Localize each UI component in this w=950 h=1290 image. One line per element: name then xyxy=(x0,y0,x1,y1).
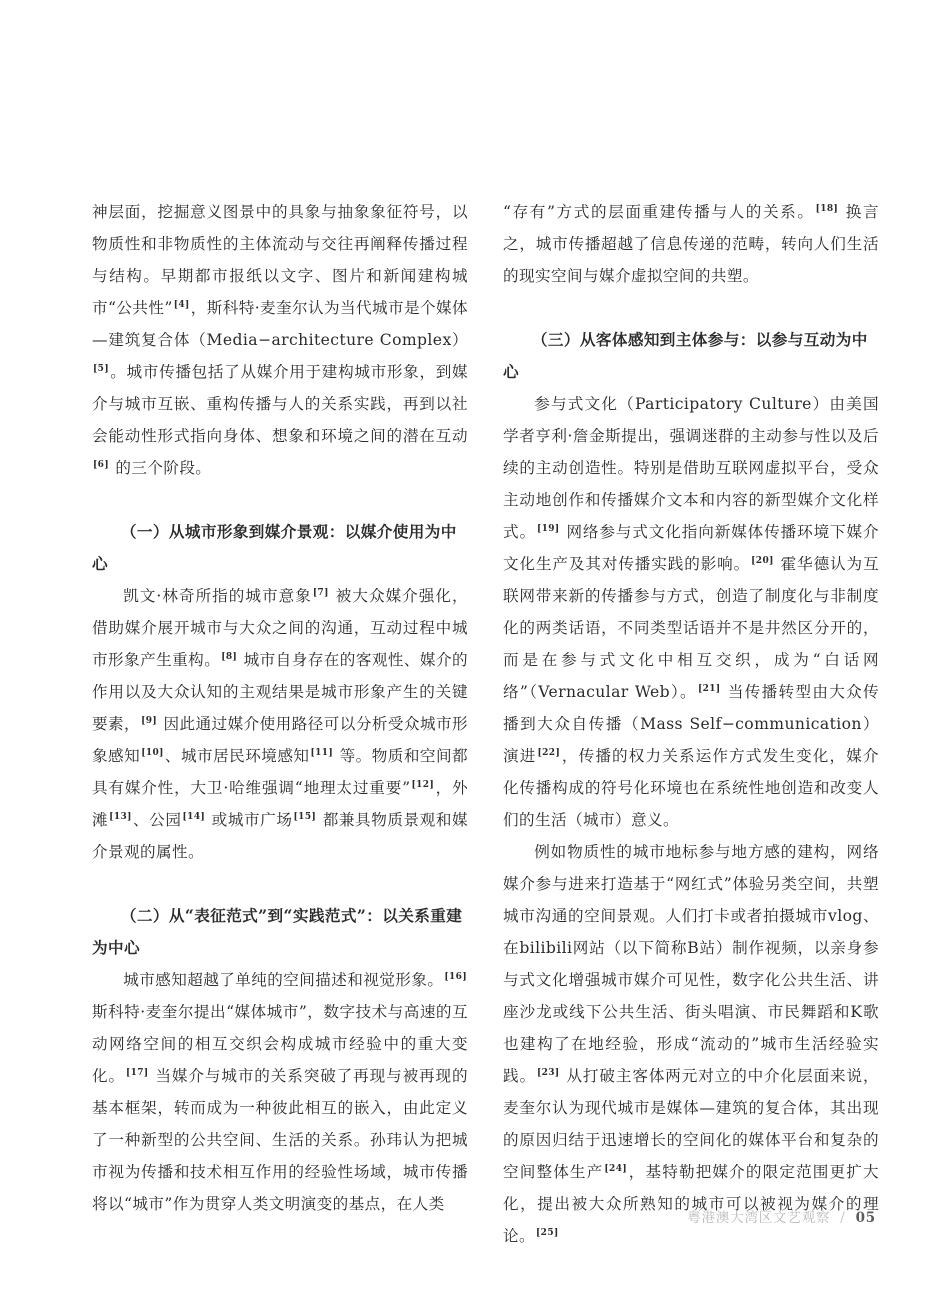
section-heading-3: （三）从客体感知到主体参与：以参与互动为中心 xyxy=(503,330,868,381)
citation-marker: [16] xyxy=(444,971,467,982)
citation-marker: [13] xyxy=(109,811,132,822)
text-run: 等。物质和空间都具有媒介性，大卫·哈维强调“地理太过重要” xyxy=(92,747,468,797)
text-run: 参与式文化（Participatory Culture）由美国学者亨利·詹金斯提出，强调迷群的主动参与性以及后续的主动创造性。特别是借助互联网虚拟平台，受众主动地创作和传播媒介文本和内容的新型媒介文化样式。 xyxy=(503,395,879,541)
text-run: 例如物质性的城市地标参与地方感的建构，网络媒介参与进来打造基于“网红式”体验另类空间，共塑城市沟通的空间景观。人们打卡或者拍摄城市vlog、在bilibili网站（以下简称B站）制作视频，以亲身参与式文化增强城市媒介可见性，数字化公共生活、讲座沙龙或线下公共生活、街头唱演、市民舞蹈和K歌也建构了在地经验，形成“流动的”城市生活经验实践。 xyxy=(503,843,879,1085)
citation-marker: [8] xyxy=(221,651,238,662)
text-run: 因此通过媒介使用路径可以分析受众城市形象感知 xyxy=(92,715,468,765)
citation-marker: [12] xyxy=(411,779,435,790)
text-run: 霍华德认为互联网带来新的传播参与方式，创造了制度化与非制度化的两类话语，不同类型话语并不是井然区分开的，而是在参与式文化中相互交织，成为“白话网络”（Vernacular Web）。 xyxy=(503,555,879,701)
text-run: 都兼具物质景观和媒介景观的属性。 xyxy=(92,811,469,861)
citation-marker: [18] xyxy=(815,203,839,214)
text-run: ，外滩 xyxy=(92,779,468,829)
body-paragraph xyxy=(92,580,468,868)
text-run: ，传播的权力关系运作方式发生变化，媒介化传播构成的符号化环境也在系统性地创造和改变人们的生活（城市）意义。 xyxy=(503,747,879,829)
citation-marker: [9] xyxy=(141,715,158,726)
citation-marker: [19] xyxy=(536,523,560,534)
text-run: 。城市传播包括了从媒介用于建构城市形象，到媒介与城市互嵌、重构传播与人的关系实践，再到以社会能动性形式指向身体、想象和环境之间的潜在互动 xyxy=(92,363,468,445)
text-run: “存有”方式的层面重建传播与人的关系。 xyxy=(503,203,815,221)
text-run: 网络参与式文化指向新媒体传播环境下媒介文化生产及其对传播实践的影响。 xyxy=(503,523,879,573)
citation-marker: [20] xyxy=(751,555,774,566)
body-paragraph xyxy=(503,836,879,1252)
text-run: 城市感知超越了单纯的空间描述和视觉形象。 xyxy=(123,971,444,989)
text-run: 神层面，挖掘意义图景中的具象与抽象象征符号，以物质性和非物质性的主体流动与交往再阐释传播过程与结构。早期都市报纸以文字、图片和新闻建构城市“公共性” xyxy=(92,203,468,317)
citation-marker: [24] xyxy=(604,1163,628,1174)
text-run: 或城市广场 xyxy=(206,811,293,829)
text-run: 从打破主客体两元对立的中介化层面来说，麦奎尔认为现代城市是媒体—建筑的复合体，其出现的原因归结于迅速增长的空间化的媒体平台和复杂的空间整体生产 xyxy=(503,1067,879,1181)
text-run: 斯科特·麦奎尔提出“媒体城市”，数字技术与高速的互动网络空间的相互交织会构成城市经验中的重大变化。 xyxy=(92,1003,468,1085)
citation-marker: [10] xyxy=(141,747,164,758)
citation-marker: [14] xyxy=(182,811,206,822)
body-paragraph xyxy=(92,196,468,484)
citation-marker: [5] xyxy=(93,363,109,374)
body-paragraph xyxy=(92,964,468,1220)
text-run: 、公园 xyxy=(132,811,182,829)
citation-marker: [7] xyxy=(312,587,329,598)
footer-separator: / xyxy=(840,1210,846,1226)
text-run: 、城市居民环境感知 xyxy=(164,747,310,765)
body-paragraph xyxy=(503,196,879,292)
citation-marker: [23] xyxy=(536,1067,560,1078)
text-run: 的三个阶段。 xyxy=(109,459,212,477)
citation-marker: [6] xyxy=(93,459,109,470)
citation-marker: [15] xyxy=(293,811,317,822)
journal-name: 粤港澳大湾区文艺观察 xyxy=(687,1210,831,1226)
text-run: 被大众媒介强化，借助媒介展开城市与大众之间的沟通，互动过程中城市形象产生重构。 xyxy=(92,587,468,669)
right-column xyxy=(503,196,879,1252)
text-run: 当媒介与城市的关系突破了再现与被再现的基本框架，转而成为一种彼此相互的嵌入，由此定义了一种新型的公共空间、生活的关系。孙玮认为把城市视为传播和技术相互作用的经验性场域，城市传播将以“城市”作为贯穿人类文明演变的基点，在人类 xyxy=(92,1067,468,1213)
text-run: 当传播转型由大众传播到大众自传播（Mass Self−communication）演进 xyxy=(503,683,879,765)
left-column xyxy=(92,196,468,1220)
text-run: 凯文·林奇所指的城市意象 xyxy=(123,587,312,605)
citation-marker: [11] xyxy=(310,747,334,758)
text-run: ，基特勒把媒介的限定范围更扩大化，提出被大众所熟知的城市可以被视为媒介的理论。 xyxy=(503,1163,879,1245)
citation-marker: [17] xyxy=(125,1067,149,1078)
page-number: 05 xyxy=(855,1210,876,1226)
citation-marker: [4] xyxy=(173,299,190,310)
body-paragraph xyxy=(503,388,879,836)
text-run: 换言之，城市传播超越了信息传递的范畴，转向人们生活的现实空间与媒介虚拟空间的共塑。 xyxy=(503,203,879,285)
citation-marker: [25] xyxy=(536,1227,559,1238)
text-run: ，斯科特·麦奎尔认为当代城市是个媒体—建筑复合体（Media−architecture Complex） xyxy=(92,299,468,349)
section-heading-2: （二）从“表征范式”到“实践范式”：以关系重建为中心 xyxy=(92,906,463,957)
citation-marker: [21] xyxy=(697,683,721,694)
text-run: 城市自身存在的客观性、媒介的作用以及大众认知的主观结果是城市形象产生的关键要素， xyxy=(92,651,468,733)
page-footer xyxy=(687,1206,876,1226)
section-heading-1: （一）从城市形象到媒介景观：以媒介使用为中心 xyxy=(92,522,457,573)
citation-marker: [22] xyxy=(537,747,561,758)
